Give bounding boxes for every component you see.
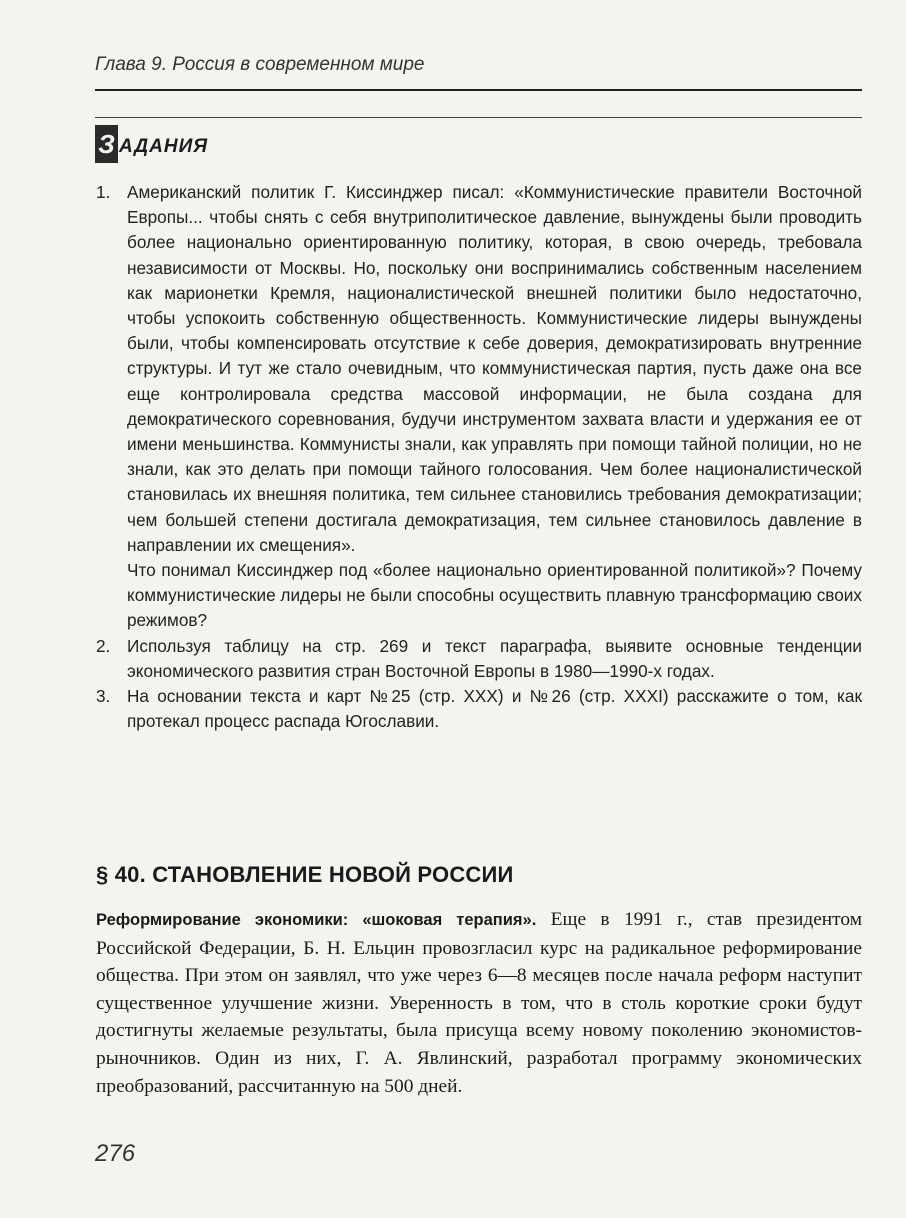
section-heading-rest: АДАНИЯ	[119, 136, 209, 157]
task-item	[96, 634, 862, 684]
paragraph-run-in-heading: Реформирование экономики: «шоковая терапия».	[96, 911, 537, 929]
chapter-running-head: Глава 9. Россия в современном мире	[95, 54, 425, 75]
task-item	[96, 684, 862, 734]
task-question-text: Что понимал Киссинджер под «более национально ориентированной политикой»? Почему коммунистические лидеры не были способны осуществить плавную трансформацию своих режимов?	[127, 560, 862, 631]
section-heading	[95, 124, 208, 164]
section-rule	[95, 117, 862, 118]
paragraph-title: § 40. СТАНОВЛЕНИЕ НОВОЙ РОССИИ	[96, 862, 514, 887]
task-number: 2.	[96, 635, 111, 656]
task-text: На основании текста и карт №25 (стр. XXX) и №26 (стр. XXXI) расскажите о том, как протекал процесс распада Югославии.	[127, 686, 862, 732]
task-body	[127, 634, 862, 684]
paragraph-body	[96, 906, 862, 1100]
header-rule	[95, 89, 862, 91]
task-list	[96, 180, 862, 734]
task-quote-text: Американский политик Г. Киссинджер писал: «Коммунистические правители Восточной Европы... чтобы снять с себя внутриполитическое давление, вынуждены были проводить более национально ориентированную политику, которая, в свою очередь, требовала независимости от Москвы. Но, поскольку они воспринимались собственным населением как марионетки Кремля, националистической внешней политики было недостаточно, чтобы успокоить собственную общественность. Коммунистические лидеры вынуждены были, чтобы компенсировать отсутствие к себе доверия, демократизировать внутренние структуры. И тут же стало очевидным, что коммунистическая партия, пусть даже она все еще контролировала средства массовой информации, не была создана для демократического соревнования, будучи инструментом захвата власти и удержания ее от имени меньшинства. Коммунисты знали, как управлять при помощи тайной полиции, но не знали, как это делать при помощи тайного голосования. Чем более националистической становилась их внешняя политика, тем сильнее становились требования демократизации; чем большей степени достигала демократизация, тем сильнее становилось давление в направлении их смещения».	[127, 182, 862, 555]
task-body	[127, 180, 862, 634]
task-number: 1.	[96, 182, 111, 202]
task-text: Используя таблицу на стр. 269 и текст параграфа, выявите основные тенденции экономического развития стран Восточной Европы в 1980—1990-х годах.	[127, 635, 862, 681]
paragraph-text: Еще в 1991 г., став президентом Российской Федерации, Б. Н. Ельцин провозгласил курс на радикальное реформирование общества. При этом он заявлял, что уже через 6—8 месяцев после начала реформ наступит существенное улучшение жизни. Уверенность в том, что в столь короткие сроки будут достигнуты желаемые результаты, была присуща всему новому поколению экономистов-рыночников. Один из них, Г. А. Явлинский, разработал программу экономических преобразований, рассчитанную на 500 дней.	[96, 909, 862, 1097]
task-body	[127, 684, 862, 734]
task-number: 3.	[96, 686, 111, 707]
section-initial-letter: З	[95, 125, 118, 163]
task-item	[96, 180, 862, 634]
page-number: 276	[95, 1140, 136, 1167]
